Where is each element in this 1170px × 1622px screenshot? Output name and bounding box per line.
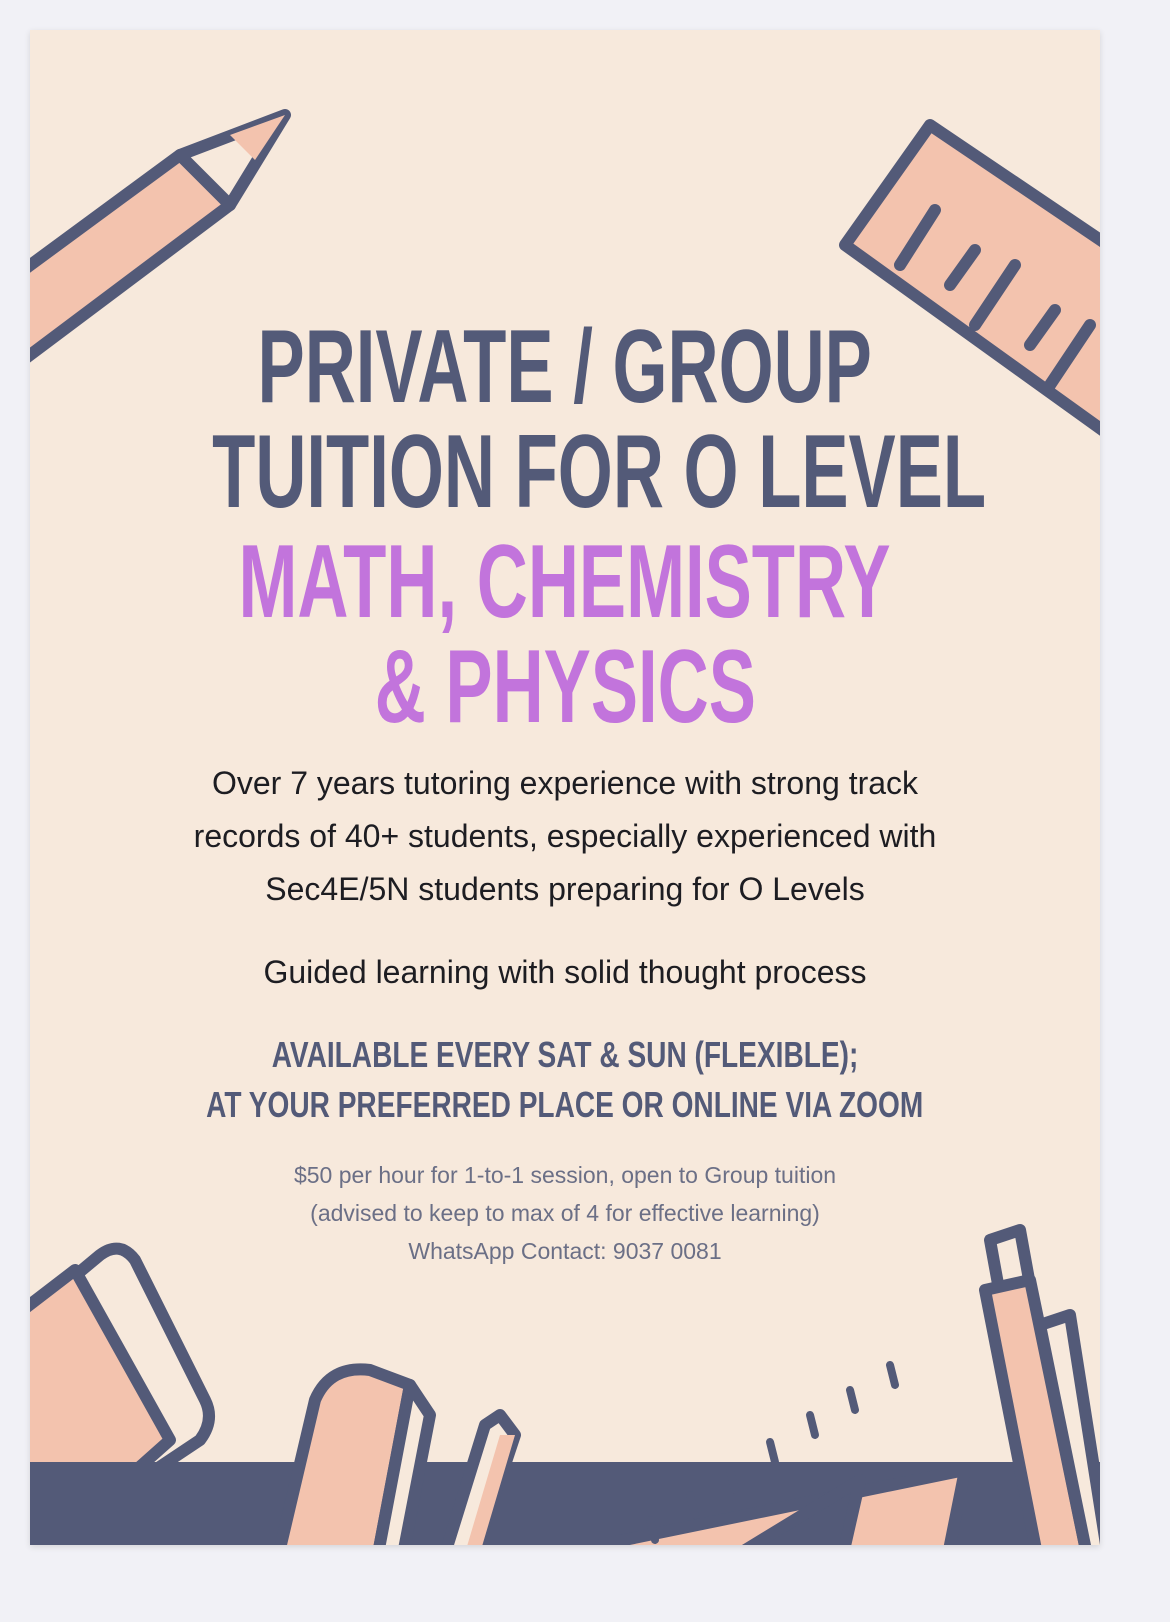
book-icon — [275, 1369, 430, 1545]
price-line: $50 per hour for 1-to-1 session, open to Group tuition — [293, 1162, 837, 1188]
tagline: Guided learning with solid thought process — [263, 954, 867, 990]
tuition-poster — [30, 30, 1100, 1545]
description-line-3: Sec4E/5N students preparing for O Levels — [265, 871, 865, 907]
availability-line-2: AT YOUR PREFERRED PLACE OR ONLINE VIA ZOOM — [206, 1084, 924, 1125]
description-line-1: Over 7 years tutoring experience with strong track — [211, 765, 919, 801]
title-line-2: TUITION FOR O LEVEL — [212, 414, 987, 530]
description-line-2: records of 40+ students, especially experienced with — [193, 818, 937, 854]
availability-line-1: AVAILABLE EVERY SAT & SUN (FLEXIBLE); — [271, 1034, 859, 1075]
group-size-line: (advised to keep to max of 4 for effective learning) — [310, 1200, 820, 1226]
subjects-line-2: & PHYSICS — [374, 629, 756, 745]
contact-line: WhatsApp Contact: 9037 0081 — [408, 1238, 722, 1264]
subjects-line-1: MATH, CHEMISTRY — [238, 524, 892, 640]
title-line-1: PRIVATE / GROUP — [257, 309, 873, 425]
